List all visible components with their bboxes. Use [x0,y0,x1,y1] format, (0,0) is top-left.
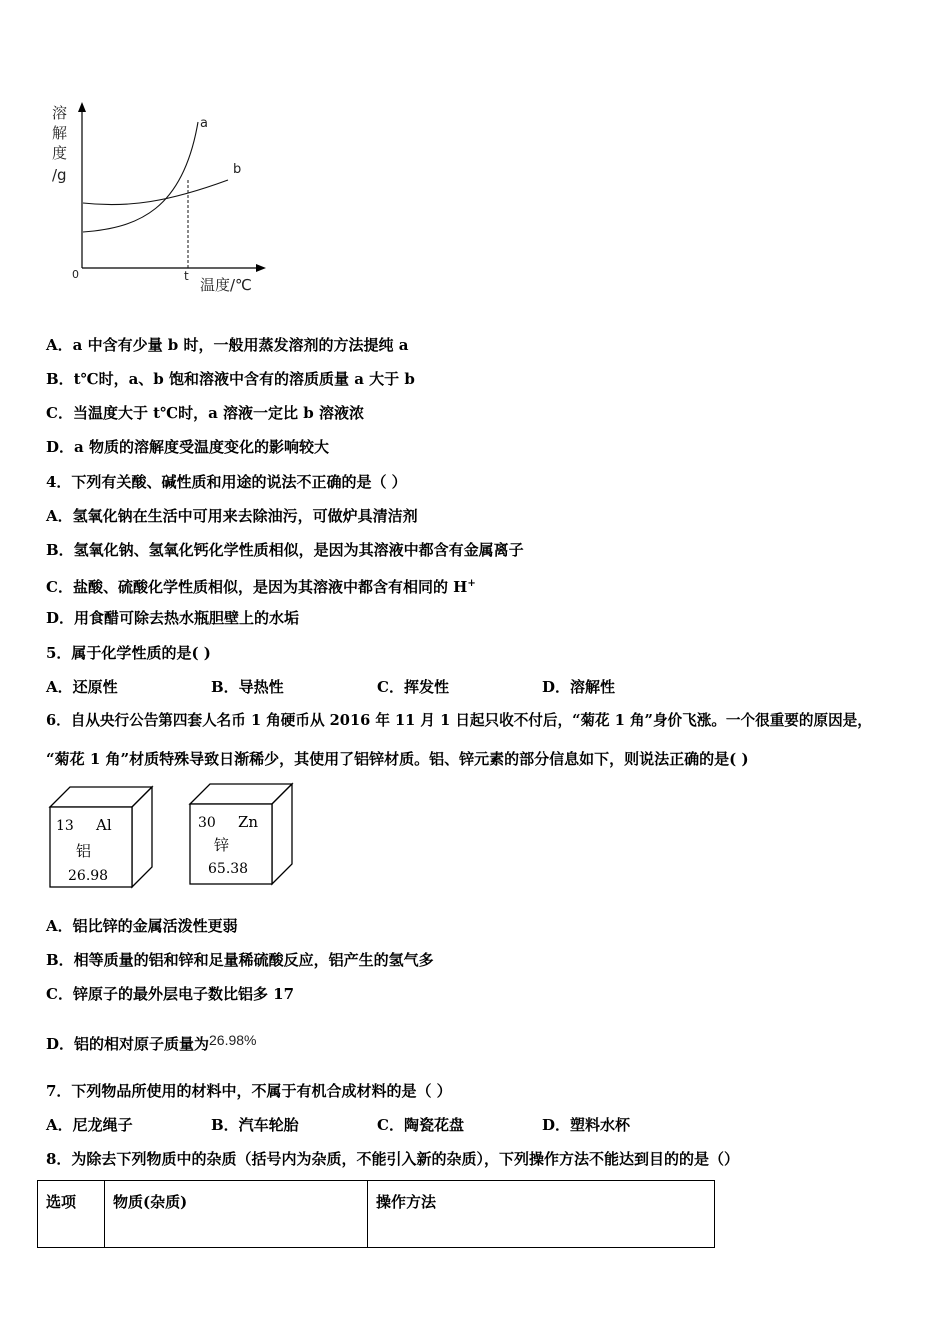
q6-option-b: B．相等质量的铝和锌和足量稀硫酸反应，铝产生的氢气多 [46,951,434,969]
curve-a [83,122,198,232]
q7-option-d: D．塑料水杯 [542,1116,631,1134]
table-header-option: 选项 [38,1181,105,1248]
t-label: t [184,269,189,283]
q4-option-c [46,574,476,597]
table-header-row [38,1181,715,1248]
q3-option-b: B．t℃时，a、b 饱和溶液中含有的溶质质量 a 大于 b [46,370,415,388]
x-axis-arrow [256,264,266,272]
q3-option-d: D．a 物质的溶解度受温度变化的影响较大 [46,438,329,456]
q8-stem: 8．为除去下列物质中的杂质（括号内为杂质，不能引入新的杂质），下列操作方法不能达到目的的是（） [46,1150,739,1168]
q4-option-c-superscript: + [467,578,476,589]
q7-option-c: C．陶瓷花盘 [377,1116,464,1134]
q7-option-b: B．汽车轮胎 [211,1116,299,1134]
q4-option-c-text: C．盐酸、硫酸化学性质相似，是因为其溶液中都含有相同的 H [46,578,468,596]
element-card-aluminum [46,785,156,890]
ylabel-char-1: 溶 [52,104,68,122]
q6-option-d-text: D．铝的相对原子质量为 [46,1035,210,1053]
zn-name: 锌 [214,836,230,854]
al-atomic-mass: 26.98 [68,868,109,884]
q4-stem: 4．下列有关酸、碱性质和用途的说法不正确的是（ ） [46,473,407,491]
zn-symbol: Zn [238,813,259,831]
table-header-method: 操作方法 [368,1181,715,1248]
q5-stem: 5．属于化学性质的是( ) [46,644,211,662]
q8-options-table [37,1180,715,1248]
element-card-zinc [186,782,296,887]
q4-option-d: D．用食醋可除去热水瓶胆壁上的水垢 [46,609,300,627]
q6-option-c: C．锌原子的最外层电子数比铝多 17 [46,985,295,1003]
table-header-substance: 物质(杂质) [105,1181,368,1248]
q6-option-d-value: 26.98% [209,1032,257,1048]
q3-option-c: C．当温度大于 t℃时，a 溶液一定比 b 溶液浓 [46,404,364,422]
curve-b [83,180,228,205]
ylabel-char-4: /g [52,166,67,184]
q7-option-a: A．尼龙绳子 [46,1116,133,1134]
curve-b-label: b [233,162,242,177]
zn-atomic-mass: 65.38 [208,861,249,877]
q4-option-a: A．氢氧化钠在生活中可用来去除油污，可做炉具清洁剂 [46,507,418,525]
curve-a-label: a [200,116,208,131]
q4-option-b: B．氢氧化钠、氢氧化钙化学性质相似，是因为其溶液中都含有金属离子 [46,541,524,559]
al-symbol: Al [96,816,112,834]
zn-atomic-number: 30 [198,815,216,831]
ylabel-char-3: 度 [52,144,68,162]
x-axis-label: 温度/℃ [200,276,252,294]
al-atomic-number: 13 [56,818,74,834]
origin-label: 0 [72,268,79,281]
q5-option-a: A．还原性 [46,678,118,696]
q6-option-a: A．铝比锌的金属活泼性更弱 [46,917,238,935]
q3-option-a: A．a 中含有少量 b 时，一般用蒸发溶剂的方法提纯 a [46,336,409,354]
q5-option-d: D．溶解性 [542,678,616,696]
q7-stem: 7．下列物品所使用的材料中，不属于有机合成材料的是（ ） [46,1082,452,1100]
q6-stem-line-2: “菊花 1 角”材质特殊导致日渐稀少，其使用了铝锌材质。铝、锌元素的部分信息如下，则说法正确的是( ) [46,750,749,768]
q6-stem-line-1: 6．自从央行公告第四套人名币 1 角硬币从 2016 年 11 月 1 日起只收不付后，“菊花 1 角”身价飞涨。一个很重要的原因是， [46,712,872,729]
q6-option-d [46,1030,257,1054]
q5-option-b: B．导热性 [211,678,284,696]
ylabel-char-2: 解 [52,124,68,142]
al-name: 铝 [76,842,92,860]
solubility-chart [48,100,278,300]
q5-option-c: C．挥发性 [377,678,449,696]
y-axis-arrow [78,102,86,112]
